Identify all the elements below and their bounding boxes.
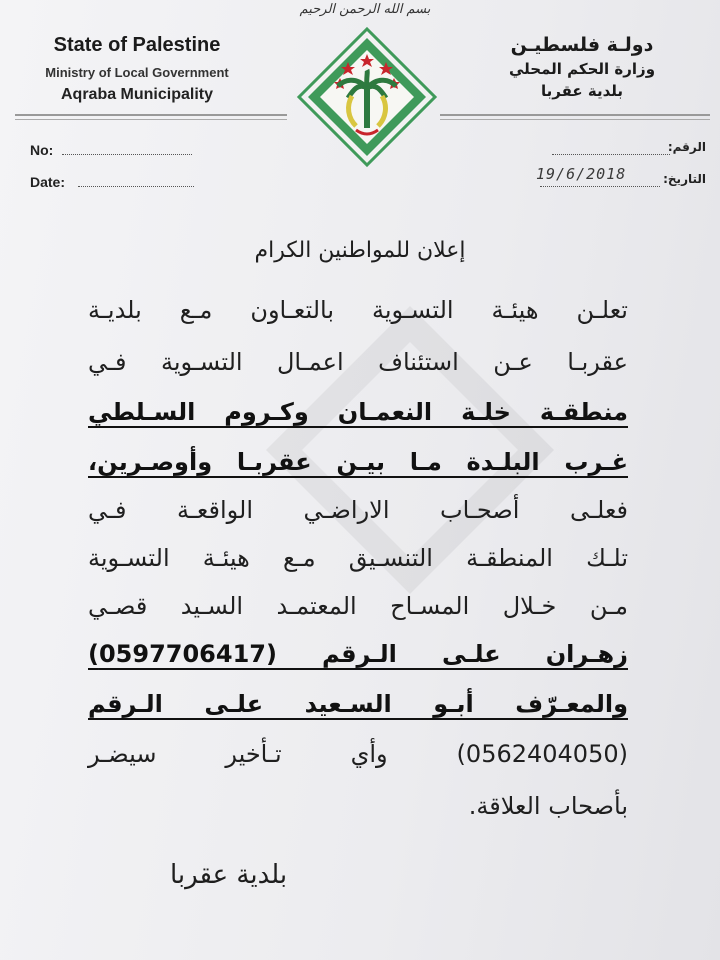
header-rule-left [15,114,287,120]
body-line-11: بأصحاب العلاقة. [468,792,628,820]
en-state-name: State of Palestine [53,34,221,56]
ar-date-field-line [540,186,660,187]
ar-date-label: التاريخ: [663,172,706,186]
body-line-10: (0562404050) وأي تـأخير سيضـر [88,740,628,768]
no-field-line [62,154,192,155]
body-line-9: والمعـرّف أبـو السـعيد علـى الـرقم [88,690,628,718]
body-line-3: منطقـة خلـة النعمـان وكـروم السـلطي [88,398,628,426]
municipality-logo [296,26,438,168]
no-label: No: [30,142,54,158]
ar-state-name: دولـة فلسطيـن [510,34,654,56]
ar-municipality-name: بلدية عقربا [540,82,623,100]
ar-ministry-name: وزارة الحكم المحلي [508,60,656,78]
body-line-7: مـن خـلال المسـاح المعتمـد السـيد قصـي [88,592,628,620]
ar-no-field-line [552,154,670,155]
header-rule-right [440,114,710,120]
arabic-letterhead [462,34,702,100]
body-line-4: غـرب البلـدة مـا بيـن عقربـا وأوصـرين، [88,448,628,476]
body-line-8: زهـران علـى الـرقم (0597706417) [88,640,628,668]
body-line-1: تعلـن هيئـة التسـوية بالتعـاون مـع بلديـة [88,296,628,324]
en-ministry-name: Ministry of Local Government [45,65,229,80]
ar-no-label: الرقم: [667,140,706,154]
date-field-line [78,186,194,187]
body-line-5: فعلـى أصحـاب الاراضـي الواقعـة فـي [88,496,628,524]
handwritten-date: 19/6/2018 [536,165,627,183]
basmala: بسم الله الرحمن الرحيم [299,2,431,17]
en-municipality-name: Aqraba Municipality [60,86,214,103]
english-letterhead [22,34,252,104]
date-label: Date: [30,174,66,190]
signature-municipality: بلدية عقربا [170,860,288,890]
body-line-2: عقربـا عـن استئناف اعمـال التسـوية فـي [88,348,628,376]
body-line-6: تلـك المنطقـة التنسـيق مـع هيئـة التسـوية [88,544,628,572]
announcement-title: إعلان للمواطنين الكرام [254,238,466,263]
